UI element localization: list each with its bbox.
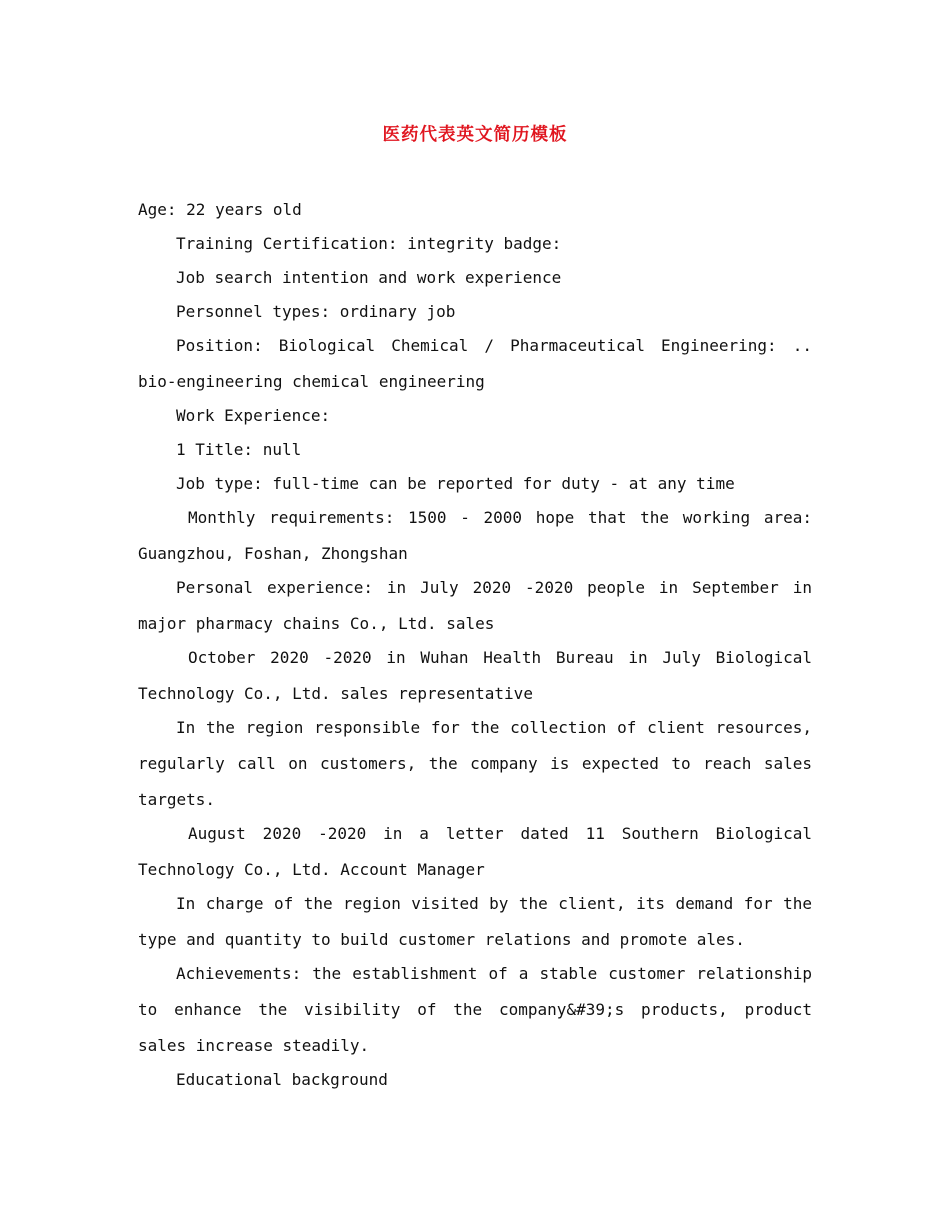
paragraph-achievements: Achievements: the establishment of a stable customer relationship to enhance the visibility of the company&#39;s products, product sales increase steadily. xyxy=(138,964,812,1055)
paragraph-work-experience-heading: Work Experience: xyxy=(176,406,331,425)
document-body xyxy=(138,192,812,1096)
paragraph-position: Position: Biological Chemical / Pharmaceutical Engineering: .. bio-engineering chemical engineering xyxy=(138,336,812,391)
paragraph-educational-background: Educational background xyxy=(176,1070,388,1089)
paragraph-region-charge: In charge of the region visited by the client, its demand for the type and quantity to build customer relations and promote ales. xyxy=(138,894,812,949)
paragraph-personnel-types: Personnel types: ordinary job xyxy=(176,302,456,321)
paragraph-region-responsibility: In the region responsible for the collection of client resources, regularly call on customers, the company is expected to reach sales targets. xyxy=(138,718,812,809)
paragraph-job-search-intention: Job search intention and work experience xyxy=(176,268,562,287)
document-title: 医药代表英文简历模板 xyxy=(382,125,568,145)
paragraph-october-experience: October 2020 -2020 in Wuhan Health Bureau in July Biological Technology Co., Ltd. sales representative xyxy=(138,648,812,703)
paragraph-august-experience: August 2020 -2020 in a letter dated 11 Southern Biological Technology Co., Ltd. Account Manager xyxy=(138,824,812,879)
paragraph-monthly-requirements: Monthly requirements: 1500 - 2000 hope that the working area: Guangzhou, Foshan, Zhongshan xyxy=(138,508,812,563)
paragraph-job-type: Job type: full-time can be reported for duty - at any time xyxy=(176,474,735,493)
paragraph-training-certification: Training Certification: integrity badge: xyxy=(176,234,562,253)
paragraph-title: 1 Title: null xyxy=(176,440,302,459)
paragraph-age: Age: 22 years old xyxy=(138,200,302,219)
paragraph-personal-experience: Personal experience: in July 2020 -2020 people in September in major pharmacy chains Co., Ltd. sales xyxy=(138,578,812,633)
